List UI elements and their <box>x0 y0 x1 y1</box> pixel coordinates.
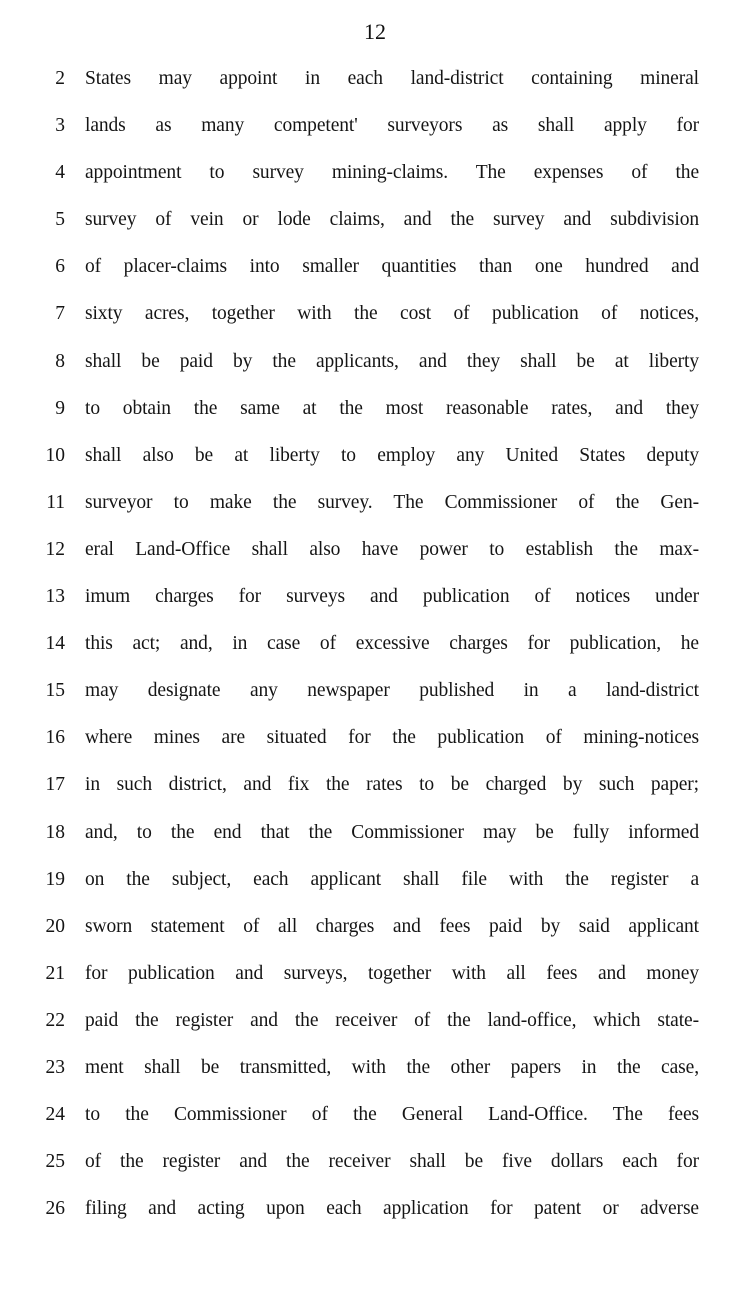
line-text: this act; and, in case of excessive charges for publication, he <box>85 633 699 655</box>
text-line <box>0 484 750 531</box>
line-text: may designate any newspaper published in a land-district <box>85 680 699 702</box>
line-text: ment shall be transmitted, with the other papers in the case, <box>85 1056 699 1078</box>
text-line <box>0 625 750 672</box>
line-text: sworn statement of all charges and fees paid by said applicant <box>85 915 699 937</box>
text-line <box>0 154 750 201</box>
line-number: 21 <box>45 962 65 984</box>
line-number: 22 <box>45 1009 65 1031</box>
line-number: 13 <box>45 586 65 608</box>
text-line <box>0 1096 750 1143</box>
line-number: 4 <box>55 162 65 184</box>
line-number: 24 <box>45 1104 65 1126</box>
text-line <box>0 766 750 813</box>
line-number: 14 <box>45 633 65 655</box>
text-line <box>0 955 750 1002</box>
line-text: filing and acting upon each application for patent or adverse <box>85 1198 699 1220</box>
line-number: 12 <box>45 538 65 560</box>
text-line <box>0 578 750 625</box>
text-line <box>0 107 750 154</box>
text-line <box>0 295 750 342</box>
text-line <box>0 437 750 484</box>
line-number: 23 <box>45 1056 65 1078</box>
line-number: 18 <box>45 821 65 843</box>
text-line <box>0 201 750 248</box>
line-number: 6 <box>55 256 65 278</box>
line-number: 15 <box>45 680 65 702</box>
line-number: 2 <box>55 68 65 89</box>
line-text: of placer-claims into smaller quantities than one hundred and <box>85 256 699 278</box>
line-number: 11 <box>46 491 65 513</box>
line-number: 8 <box>55 350 65 372</box>
text-line <box>0 390 750 437</box>
text-line <box>0 248 750 295</box>
line-text: to obtain the same at the most reasonable rates, and they <box>85 397 699 419</box>
text-line <box>0 719 750 766</box>
text-line <box>0 1143 750 1190</box>
line-text: paid the register and the receiver of the land-office, which state- <box>85 1009 699 1031</box>
line-text: imum charges for surveys and publication of notices under <box>85 586 699 608</box>
line-number: 26 <box>45 1198 65 1220</box>
text-line <box>0 343 750 390</box>
line-number: 9 <box>55 397 65 419</box>
line-text: eral Land-Office shall also have power to establish the max- <box>85 538 699 560</box>
text-line <box>0 1049 750 1096</box>
line-number: 17 <box>45 774 65 796</box>
text-line <box>0 908 750 955</box>
text-line <box>0 60 750 107</box>
line-text: to the Commissioner of the General Land-Office. The fees <box>85 1104 699 1126</box>
text-line <box>0 814 750 861</box>
text-line <box>0 531 750 578</box>
line-text: shall also be at liberty to employ any United States deputy <box>85 444 699 466</box>
text-line <box>0 1002 750 1049</box>
line-number: 19 <box>45 868 65 890</box>
line-text: appointment to survey mining-claims. The expenses of the <box>85 162 699 184</box>
line-number: 16 <box>45 727 65 749</box>
line-text: surveyor to make the survey. The Commissioner of the Gen- <box>85 491 699 513</box>
text-line <box>0 1190 750 1237</box>
text-line <box>0 672 750 719</box>
line-number: 3 <box>55 115 65 137</box>
line-text: shall be paid by the applicants, and they shall be at liberty <box>85 350 699 372</box>
line-number: 25 <box>45 1151 65 1173</box>
line-number: 5 <box>55 209 65 231</box>
line-number: 10 <box>45 444 65 466</box>
line-number: 7 <box>55 303 65 325</box>
document-body <box>0 60 750 1237</box>
line-text: where mines are situated for the publication of mining-notices <box>85 727 699 749</box>
line-text: on the subject, each applicant shall file with the register a <box>85 868 699 890</box>
line-text: States may appoint in each land-district containing mineral <box>85 68 699 89</box>
line-text: survey of vein or lode claims, and the survey and subdivision <box>85 209 699 231</box>
line-text: of the register and the receiver shall be five dollars each for <box>85 1151 699 1173</box>
line-text: sixty acres, together with the cost of publication of notices, <box>85 303 699 325</box>
line-text: for publication and surveys, together with all fees and money <box>85 962 699 984</box>
line-text: in such district, and fix the rates to be charged by such paper; <box>85 774 699 796</box>
line-text: lands as many competent' surveyors as shall apply for <box>85 115 699 137</box>
page-number: 12 <box>364 19 386 44</box>
line-text: and, to the end that the Commissioner may be fully informed <box>85 821 699 843</box>
line-number: 20 <box>45 915 65 937</box>
text-line <box>0 861 750 908</box>
